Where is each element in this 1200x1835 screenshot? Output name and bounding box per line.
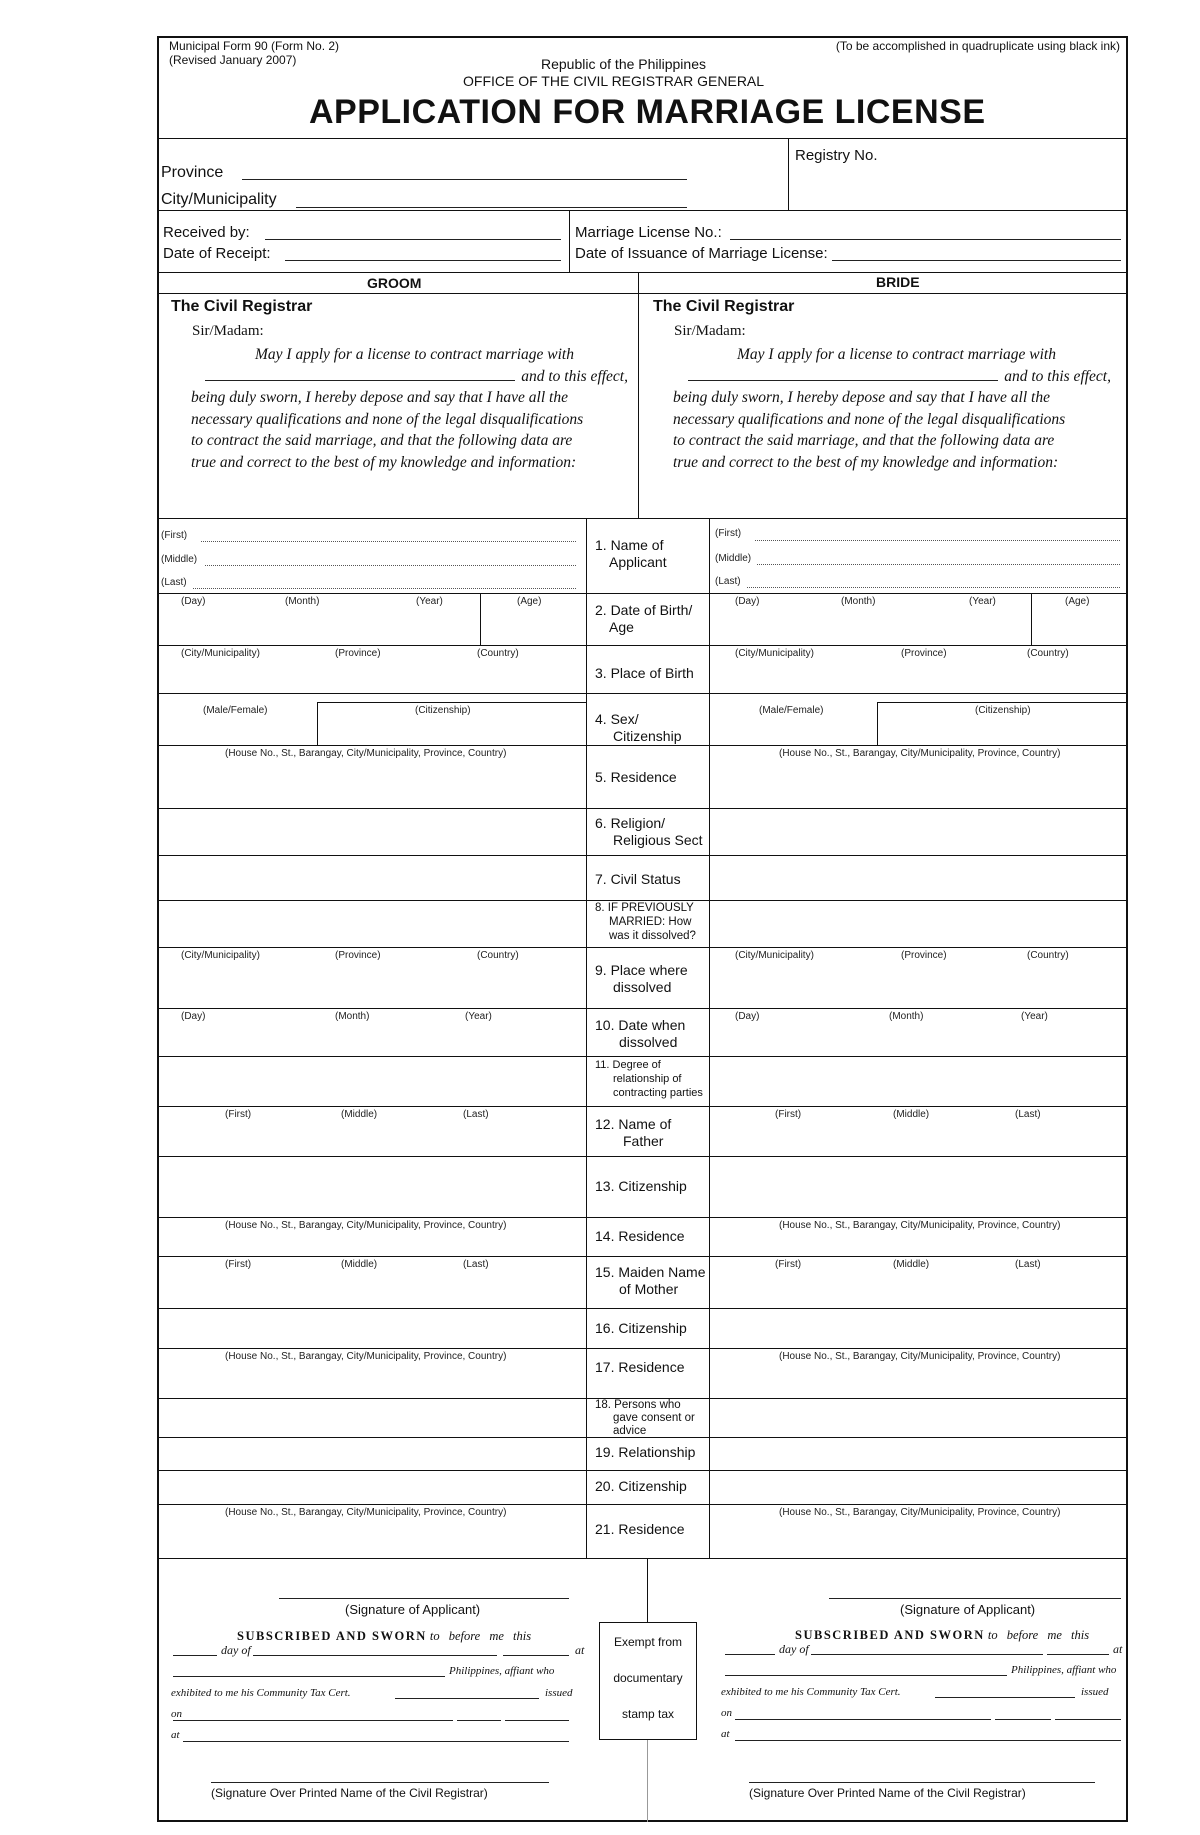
- groom-residence-field[interactable]: [163, 762, 581, 804]
- groom-letter-line3: being duly sworn, I hereby depose and say that I have all the: [191, 389, 568, 406]
- groom-dissolved-year-label: (Year): [465, 1011, 492, 1022]
- bride-dissolved-day-label: (Day): [735, 1011, 760, 1022]
- city-label: City/Municipality: [161, 191, 277, 208]
- bride-letter-line4: necessary qualifications and none of the legal disqualifications: [673, 410, 1066, 428]
- item-19-label: 19. Relationship: [595, 1444, 696, 1460]
- received-by-label: Received by:: [163, 224, 250, 241]
- bride-birthplace-field[interactable]: [715, 662, 1121, 690]
- bride-middle-field[interactable]: [757, 564, 1120, 565]
- bride-signature-line[interactable]: [829, 1598, 1121, 1599]
- bride-dissolved-city-label: (City/Municipality): [735, 950, 814, 961]
- bride-birth-province-label: (Province): [901, 648, 947, 659]
- marriage-license-form: [157, 36, 1128, 1822]
- bride-birthdate-field[interactable]: [715, 610, 1025, 640]
- groom-dissolved-date-field[interactable]: [163, 1025, 581, 1053]
- groom-oath-day-of: day of: [221, 1643, 251, 1657]
- form-title: APPLICATION FOR MARRIAGE LICENSE: [309, 93, 986, 131]
- bride-ctc-field[interactable]: [935, 1697, 1075, 1698]
- groom-registrar-signature-line[interactable]: [211, 1782, 549, 1783]
- item-15-label: 15. Maiden Name of Mother: [595, 1264, 706, 1297]
- bride-consent-person-field[interactable]: [715, 1402, 1121, 1434]
- groom-oath-month-field[interactable]: [253, 1655, 497, 1656]
- groom-birth-province-label: (Province): [335, 648, 381, 659]
- bride-letter-line3: being duly sworn, I hereby depose and say that I have all the: [673, 389, 1050, 406]
- bride-last-label: (Last): [715, 576, 741, 587]
- groom-mother-citizenship-field[interactable]: [163, 1312, 581, 1344]
- bride-oath-philippines: Philippines, affiant who: [1011, 1664, 1117, 1676]
- bride-registrar-signature-line[interactable]: [749, 1782, 1095, 1783]
- groom-middle-field[interactable]: [205, 565, 576, 566]
- license-no-label: Marriage License No.:: [575, 224, 722, 241]
- groom-oath-line1: SUBSCRIBED AND SWORN to before me this: [237, 1629, 532, 1643]
- groom-ctc-date-field-2[interactable]: [457, 1720, 501, 1721]
- groom-relationship-degree-field[interactable]: [163, 1060, 581, 1102]
- bride-father-address-label: (House No., St., Barangay, City/Municipality, Province, Country): [779, 1220, 1061, 1231]
- bride-sex-field[interactable]: [715, 718, 873, 742]
- groom-residence-address-label: (House No., St., Barangay, City/Municipality, Province, Country): [225, 748, 507, 759]
- bride-last-field[interactable]: [747, 587, 1120, 588]
- groom-first-field[interactable]: [201, 541, 576, 542]
- groom-oath-exhibited: exhibited to me his Community Tax Cert.: [171, 1687, 351, 1699]
- item-12-label: 12. Name of Father: [595, 1116, 672, 1149]
- bride-oath-issued: issued: [1081, 1686, 1109, 1698]
- groom-letter-body: [191, 344, 628, 473]
- groom-sex-field[interactable]: [163, 718, 313, 742]
- bride-consent-citizenship-field[interactable]: [715, 1474, 1121, 1500]
- groom-oath-at2: at: [171, 1729, 180, 1741]
- groom-dissolution-field[interactable]: [163, 904, 581, 944]
- date-of-issuance-label: Date of Issuance of Marriage License:: [575, 245, 828, 262]
- groom-citizenship-label: (Citizenship): [415, 705, 471, 716]
- groom-dissolved-day-label: (Day): [181, 1011, 206, 1022]
- groom-mother-first-label: (First): [225, 1259, 252, 1270]
- bride-sex-label: (Male/Female): [759, 705, 824, 716]
- groom-letter-line5: to contract the said marriage, and that the following data are: [191, 432, 573, 449]
- groom-oath-place-field[interactable]: [173, 1676, 445, 1677]
- bride-consent-address-label: (House No., St., Barangay, City/Municipality, Province, Country): [779, 1507, 1061, 1518]
- groom-month-label: (Month): [285, 596, 320, 607]
- received-by-field[interactable]: [265, 239, 561, 240]
- bride-dissolved-date-field[interactable]: [715, 1025, 1121, 1053]
- groom-last-field[interactable]: [193, 588, 576, 589]
- city-field[interactable]: [296, 207, 687, 208]
- item-17-label: 17. Residence: [595, 1359, 685, 1375]
- groom-consent-residence-field[interactable]: [163, 1521, 581, 1555]
- groom-dissolved-city-label: (City/Municipality): [181, 950, 260, 961]
- groom-father-last-label: (Last): [463, 1109, 489, 1120]
- bride-ctc-place-field[interactable]: [735, 1740, 1121, 1741]
- registry-no-label: Registry No.: [795, 147, 878, 164]
- item-9-label: 9. Place where dissolved: [595, 962, 688, 995]
- bride-oath-at: at: [1113, 1642, 1123, 1656]
- bride-letter-line5: to contract the said marriage, and that the following data are: [673, 432, 1055, 449]
- bride-residence-field[interactable]: [715, 762, 1121, 804]
- groom-father-first-label: (First): [225, 1109, 252, 1120]
- groom-signature-line[interactable]: [279, 1598, 569, 1599]
- bride-age-label: (Age): [1065, 596, 1090, 607]
- groom-father-middle-label: (Middle): [341, 1109, 378, 1120]
- groom-father-address-label: (House No., St., Barangay, City/Municipality, Province, Country): [225, 1220, 507, 1231]
- exempt-line2: documentary: [613, 1671, 683, 1685]
- groom-salutation: Sir/Madam:: [192, 323, 264, 339]
- bride-mother-residence-field[interactable]: [715, 1365, 1121, 1395]
- item-8-label: 8. IF PREVIOUSLY MARRIED: How was it dissolved?: [595, 902, 696, 942]
- bride-ctc-date-field[interactable]: [735, 1719, 991, 1720]
- item-18-label: 18. Persons who gave consent or advice: [595, 1399, 695, 1437]
- item-1-label: 1. Name of Applicant: [595, 537, 667, 570]
- date-of-issuance-field[interactable]: [832, 260, 1121, 261]
- item-14-label: 14. Residence: [595, 1228, 685, 1244]
- date-of-receipt-field[interactable]: [285, 260, 561, 261]
- groom-religion-field[interactable]: [163, 812, 581, 852]
- groom-consent-address-label: (House No., St., Barangay, City/Municipality, Province, Country): [225, 1507, 507, 1518]
- groom-oath-issued: issued: [545, 1687, 573, 1699]
- groom-birth-city-label: (City/Municipality): [181, 648, 260, 659]
- revision-date: (Revised January 2007): [169, 53, 297, 67]
- bride-consent-residence-field[interactable]: [715, 1521, 1121, 1555]
- bride-oath-on: on: [721, 1707, 732, 1719]
- bride-registrar-signature-label: (Signature Over Printed Name of the Civil Registrar): [749, 1786, 1026, 1800]
- bride-oath-month-field[interactable]: [811, 1654, 1043, 1655]
- republic-label: Republic of the Philippines: [541, 56, 706, 72]
- bride-citizenship-field[interactable]: [881, 718, 1121, 742]
- province-label: Province: [161, 164, 224, 181]
- groom-dissolved-province-label: (Province): [335, 950, 381, 961]
- bride-birth-country-label: (Country): [1027, 648, 1069, 659]
- bride-civil-status-field[interactable]: [715, 859, 1121, 897]
- groom-mother-last-label: (Last): [463, 1259, 489, 1270]
- bride-salutation: Sir/Madam:: [674, 323, 746, 339]
- bride-dissolved-month-label: (Month): [889, 1011, 924, 1022]
- bride-oath-place-field[interactable]: [725, 1675, 1007, 1676]
- item-2-label: 2. Date of Birth/ Age: [595, 602, 693, 635]
- groom-oath-at: at: [575, 1643, 585, 1657]
- bride-mother-first-label: (First): [775, 1259, 802, 1270]
- groom-signature-label: (Signature of Applicant): [345, 1602, 481, 1617]
- bride-dissolved-place-field[interactable]: [715, 964, 1121, 1004]
- bride-dissolved-province-label: (Province): [901, 950, 947, 961]
- bride-mother-address-label: (House No., St., Barangay, City/Municipality, Province, Country): [779, 1351, 1061, 1362]
- bride-signature-label: (Signature of Applicant): [900, 1602, 1036, 1617]
- bride-mother-name-field[interactable]: [715, 1273, 1121, 1305]
- item-3-label: 3. Place of Birth: [595, 665, 694, 681]
- groom-oath-day-field[interactable]: [173, 1655, 217, 1656]
- bride-mother-citizenship-field[interactable]: [715, 1312, 1121, 1344]
- groom-father-residence-field[interactable]: [163, 1234, 581, 1254]
- bride-middle-label: (Middle): [715, 553, 752, 564]
- bride-year-label: (Year): [969, 596, 996, 607]
- bride-citizenship-label: (Citizenship): [975, 705, 1031, 716]
- bride-letter-line2: and to this effect,: [1004, 367, 1111, 385]
- groom-age-field[interactable]: [485, 610, 581, 640]
- groom-age-label: (Age): [517, 596, 542, 607]
- bride-month-label: (Month): [841, 596, 876, 607]
- groom-addressee: The Civil Registrar: [171, 298, 313, 315]
- bride-oath-day-of: day of: [779, 1642, 809, 1656]
- bride-father-first-label: (First): [775, 1109, 802, 1120]
- bride-letter-line1: May I apply for a license to contract marriage with: [737, 346, 1056, 363]
- exempt-line3: stamp tax: [621, 1707, 675, 1721]
- bride-dissolution-field[interactable]: [715, 904, 1121, 944]
- groom-dissolved-country-label: (Country): [477, 950, 519, 961]
- groom-first-label: (First): [161, 530, 188, 541]
- item-5-label: 5. Residence: [595, 769, 677, 785]
- date-of-receipt-label: Date of Receipt:: [163, 245, 271, 262]
- bride-spouse-field[interactable]: [688, 366, 998, 381]
- groom-mother-name-field[interactable]: [163, 1273, 581, 1305]
- item-20-label: 20. Citizenship: [595, 1478, 687, 1494]
- exempt-line1: Exempt from: [613, 1635, 682, 1649]
- groom-father-citizenship-field[interactable]: [163, 1160, 581, 1214]
- groom-sex-label: (Male/Female): [203, 705, 268, 716]
- groom-ctc-place-field[interactable]: [183, 1741, 569, 1742]
- groom-mother-middle-label: (Middle): [341, 1259, 378, 1270]
- license-no-field[interactable]: [730, 239, 1121, 240]
- bride-day-label: (Day): [735, 596, 760, 607]
- groom-birthplace-field[interactable]: [163, 662, 581, 690]
- bride-first-field[interactable]: [755, 540, 1120, 541]
- groom-ctc-date-field-3[interactable]: [505, 1720, 569, 1721]
- groom-mother-residence-field[interactable]: [163, 1365, 581, 1395]
- bride-father-name-field[interactable]: [715, 1123, 1121, 1153]
- groom-dissolved-place-field[interactable]: [163, 964, 581, 1004]
- groom-letter-line4: necessary qualifications and none of the legal disqualifications: [191, 410, 584, 428]
- groom-citizenship-field[interactable]: [321, 718, 581, 742]
- item-10-label: 10. Date when dissolved: [595, 1017, 686, 1050]
- bride-age-field[interactable]: [1035, 610, 1121, 640]
- bride-ctc-date-field-2[interactable]: [995, 1719, 1051, 1720]
- groom-civil-status-field[interactable]: [163, 859, 581, 897]
- bride-oath-exhibited: exhibited to me his Community Tax Cert.: [721, 1686, 901, 1698]
- groom-letter-line1: May I apply for a license to contract marriage with: [255, 346, 574, 363]
- bride-oath-line1: SUBSCRIBED AND SWORN to before me this: [795, 1628, 1090, 1642]
- bride-residence-address-label: (House No., St., Barangay, City/Municipality, Province, Country): [779, 748, 1061, 759]
- item-11-label: 11. Degree of relationship of contracting parties: [595, 1059, 703, 1099]
- bride-father-last-label: (Last): [1015, 1109, 1041, 1120]
- groom-last-label: (Last): [161, 577, 187, 588]
- groom-mother-address-label: (House No., St., Barangay, City/Municipality, Province, Country): [225, 1351, 507, 1362]
- bride-relationship-degree-field[interactable]: [715, 1060, 1121, 1102]
- bride-father-citizenship-field[interactable]: [715, 1160, 1121, 1214]
- groom-birth-country-label: (Country): [477, 648, 519, 659]
- bride-ctc-date-field-3[interactable]: [1055, 1719, 1121, 1720]
- bride-dissolved-year-label: (Year): [1021, 1011, 1048, 1022]
- instructions: (To be accomplished in quadruplicate using black ink): [835, 39, 1120, 53]
- groom-registrar-signature-label: (Signature Over Printed Name of the Civil Registrar): [211, 1786, 488, 1800]
- bride-header: BRIDE: [876, 274, 920, 290]
- bride-first-label: (First): [715, 528, 742, 539]
- groom-birthdate-field[interactable]: [163, 610, 475, 640]
- groom-ctc-date-field[interactable]: [173, 1720, 453, 1721]
- item-7-label: 7. Civil Status: [595, 871, 681, 887]
- groom-oath-philippines: Philippines, affiant who: [449, 1665, 555, 1677]
- bride-birth-city-label: (City/Municipality): [735, 648, 814, 659]
- groom-year-label: (Year): [416, 596, 443, 607]
- item-21-label: 21. Residence: [595, 1521, 685, 1537]
- bride-oath-at2: at: [721, 1728, 730, 1740]
- groom-consent-person-field[interactable]: [163, 1402, 581, 1434]
- groom-oath-on: on: [171, 1708, 182, 1720]
- registry-no-field[interactable]: [795, 168, 1115, 206]
- bride-oath-day-field[interactable]: [725, 1654, 775, 1655]
- bride-consent-relationship-field[interactable]: [715, 1441, 1121, 1467]
- form-number: Municipal Form 90 (Form No. 2): [169, 39, 340, 53]
- groom-day-label: (Day): [181, 596, 206, 607]
- groom-father-name-field[interactable]: [163, 1123, 581, 1153]
- groom-letter-line2: and to this effect,: [521, 367, 628, 385]
- bride-mother-middle-label: (Middle): [893, 1259, 930, 1270]
- groom-spouse-field[interactable]: [205, 366, 515, 381]
- item-4-label: 4. Sex/ Citizenship: [595, 711, 682, 744]
- bride-addressee: The Civil Registrar: [653, 298, 795, 315]
- bride-mother-last-label: (Last): [1015, 1259, 1041, 1270]
- item-13-label: 13. Citizenship: [595, 1178, 687, 1194]
- bride-oath-year-field[interactable]: [1047, 1654, 1109, 1655]
- groom-ctc-field[interactable]: [395, 1698, 539, 1699]
- groom-header: GROOM: [367, 275, 422, 291]
- groom-consent-relationship-field[interactable]: [163, 1441, 581, 1467]
- bride-letter-line6: true and correct to the best of my knowledge and information:: [673, 453, 1059, 471]
- item-6-label: 6. Religion/ Religious Sect: [595, 815, 703, 848]
- groom-consent-citizenship-field[interactable]: [163, 1474, 581, 1500]
- item-16-label: 16. Citizenship: [595, 1320, 687, 1336]
- office-label: OFFICE OF THE CIVIL REGISTRAR GENERAL: [463, 73, 765, 89]
- groom-dissolved-month-label: (Month): [335, 1011, 370, 1022]
- bride-father-residence-field[interactable]: [715, 1234, 1121, 1254]
- exempt-stamp-box: [599, 1622, 697, 1740]
- bride-religion-field[interactable]: [715, 812, 1121, 852]
- groom-oath-year-field[interactable]: [503, 1655, 569, 1656]
- bride-letter-body: [673, 344, 1111, 473]
- bride-dissolved-country-label: (Country): [1027, 950, 1069, 961]
- province-field[interactable]: [242, 179, 687, 180]
- groom-letter-line6: true and correct to the best of my knowledge and information:: [191, 453, 577, 471]
- bride-father-middle-label: (Middle): [893, 1109, 930, 1120]
- groom-middle-label: (Middle): [161, 554, 198, 565]
